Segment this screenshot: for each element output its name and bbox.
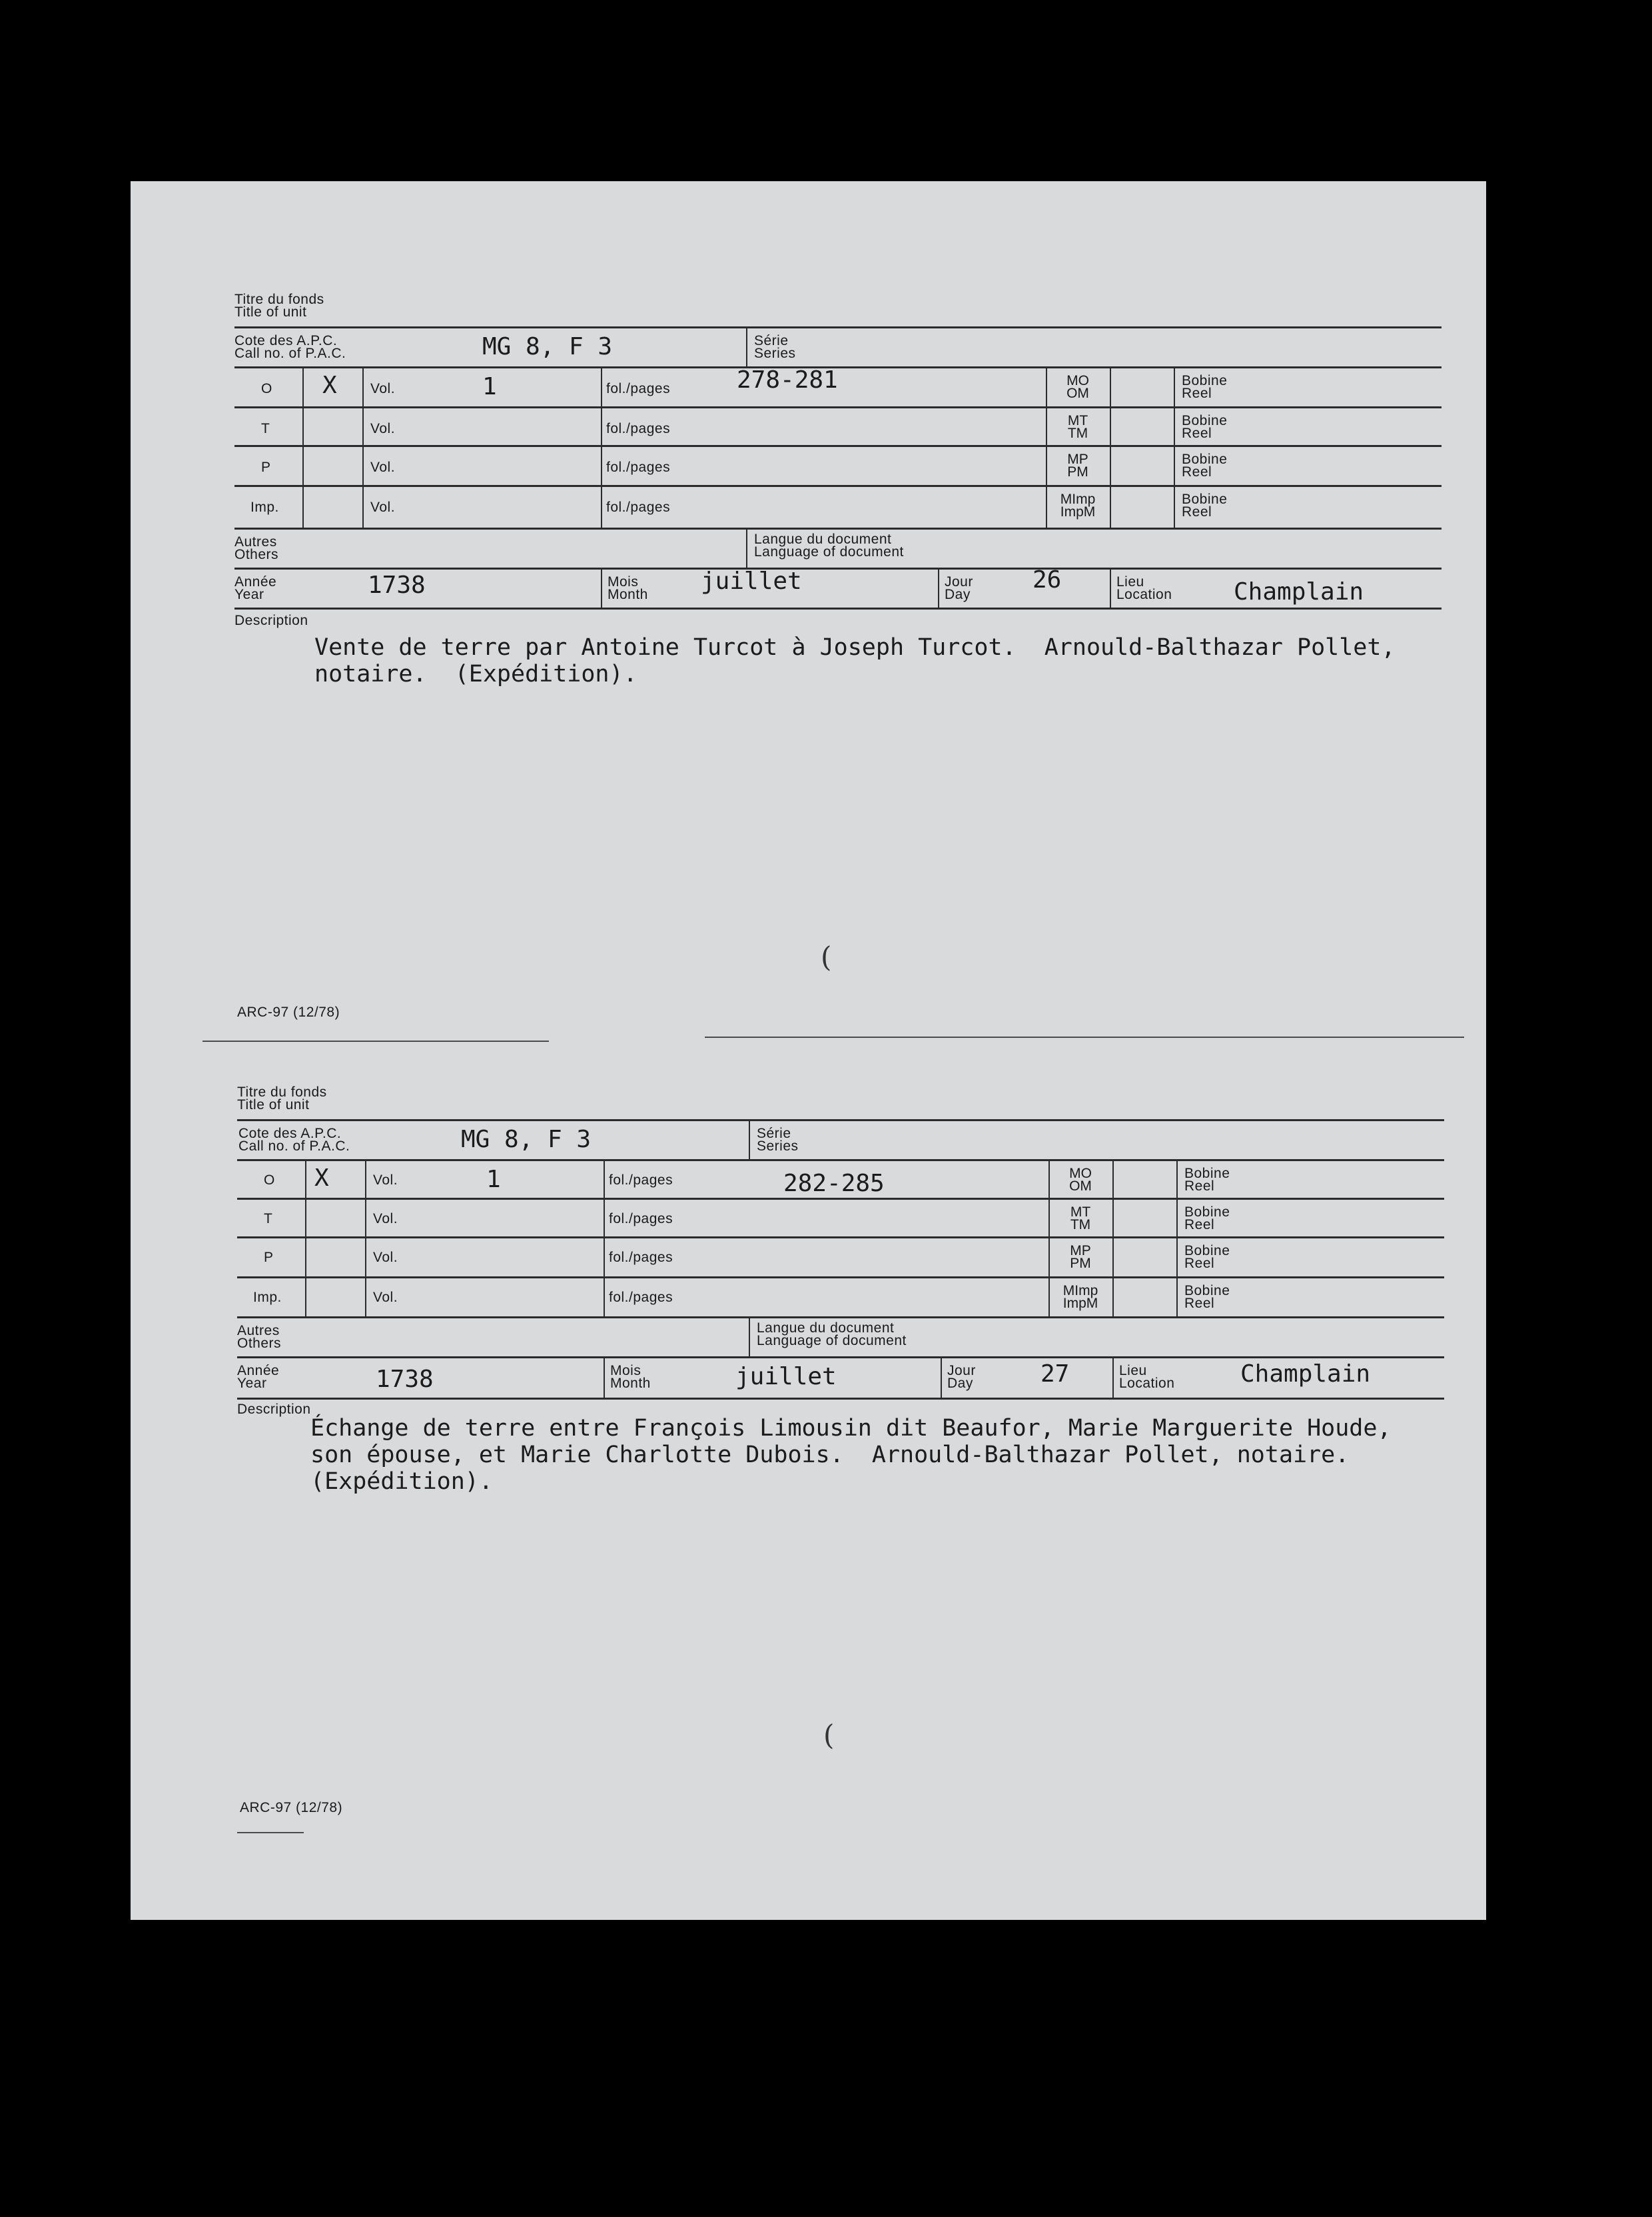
series-label: Série Series: [754, 333, 796, 361]
vol-label: Vol.: [373, 1290, 398, 1305]
record-card-1: [131, 181, 1486, 1021]
form-number: ARC-97 (12/78): [240, 1800, 343, 1815]
pages-label: fol./pages: [609, 1172, 673, 1188]
form-number: ARC-97 (12/78): [237, 1005, 340, 1020]
location-label: Lieu Location: [1116, 574, 1172, 602]
description-text: Vente de terre par Antoine Turcot à Joseph Turcot. Arnould-Balthazar Pollet, notaire. (Expédition).: [314, 634, 1396, 687]
film-code-mo: MO OM: [1069, 1166, 1092, 1194]
film-code-mp: MP PM: [1067, 452, 1088, 480]
volume-value: 1: [486, 1166, 501, 1193]
call-number-label: Cote des A.P.C. Call no. of P.A.C.: [234, 333, 346, 361]
vol-label: Vol.: [373, 1172, 398, 1188]
reel-label: Bobine Reel: [1184, 1243, 1230, 1271]
row-label-imp: Imp.: [253, 1290, 282, 1305]
month-value: juillet: [701, 568, 802, 595]
record-card-2: [131, 973, 1486, 1815]
pages-label: fol./pages: [606, 460, 671, 475]
pages-label: fol./pages: [609, 1211, 673, 1226]
row-label-o: O: [261, 381, 272, 396]
others-label: Autres Others: [234, 534, 279, 562]
call-number-value: MG 8, F 3: [482, 333, 613, 360]
row-label-t: T: [264, 1211, 273, 1226]
year-value: 1738: [368, 572, 426, 599]
vol-label: Vol.: [373, 1250, 398, 1265]
reel-label: Bobine Reel: [1182, 413, 1228, 441]
day-value: 26: [1032, 566, 1062, 594]
reel-label: Bobine Reel: [1184, 1283, 1230, 1311]
pages-value: 278-281: [737, 366, 838, 394]
day-value: 27: [1040, 1360, 1070, 1388]
location-label: Lieu Location: [1119, 1363, 1175, 1391]
vol-label: Vol.: [373, 1211, 398, 1226]
description-label: Description: [234, 613, 308, 628]
year-value: 1738: [376, 1366, 434, 1393]
volume-value: 1: [482, 373, 497, 400]
year-label: Année Year: [234, 574, 277, 602]
reel-label: Bobine Reel: [1184, 1166, 1230, 1194]
month-value: juillet: [735, 1363, 837, 1390]
original-mark: X: [322, 372, 337, 399]
row-label-o: O: [264, 1172, 275, 1188]
year-label: Année Year: [237, 1363, 280, 1391]
reel-label: Bobine Reel: [1182, 492, 1228, 520]
row-label-t: T: [261, 421, 270, 436]
row-label-p: P: [264, 1250, 274, 1265]
original-mark: X: [314, 1164, 329, 1192]
reel-label: Bobine Reel: [1184, 1204, 1230, 1232]
month-label: Mois Month: [610, 1363, 651, 1391]
description-text: Échange de terre entre François Limousin dit Beaufor, Marie Marguerite Houde, son épouse, et Marie Charlotte Dubois. Arnould-Balthazar Pollet, notaire. (Expédition).: [310, 1415, 1392, 1495]
vol-label: Vol.: [370, 421, 396, 436]
archive-sheet: [131, 181, 1486, 1920]
pages-label: fol./pages: [606, 421, 671, 436]
title-of-unit-label: Titre du fonds Title of unit: [237, 1085, 327, 1112]
description-label: Description: [237, 1402, 311, 1417]
location-value: Champlain: [1240, 1360, 1371, 1388]
reel-label: Bobine Reel: [1182, 373, 1228, 401]
pages-label: fol./pages: [606, 500, 671, 515]
paper-mark: (: [823, 1719, 835, 1751]
film-code-mt: MT TM: [1070, 1204, 1091, 1232]
vol-label: Vol.: [370, 500, 396, 515]
language-label: Langue du document Language of document: [757, 1320, 907, 1348]
language-label: Langue du document Language of document: [754, 532, 904, 560]
day-label: Jour Day: [947, 1363, 976, 1391]
film-code-mimp: MImp ImpM: [1062, 1283, 1098, 1311]
month-label: Mois Month: [608, 574, 648, 602]
day-label: Jour Day: [945, 574, 973, 602]
film-code-mo: MO OM: [1066, 373, 1089, 401]
pages-value: 282-285: [783, 1170, 885, 1197]
row-label-p: P: [261, 460, 271, 475]
film-code-mp: MP PM: [1070, 1243, 1091, 1271]
call-number-label: Cote des A.P.C. Call no. of P.A.C.: [238, 1126, 350, 1154]
pages-label: fol./pages: [609, 1250, 673, 1265]
others-label: Autres Others: [237, 1323, 282, 1351]
film-code-mimp: MImp ImpM: [1060, 492, 1096, 520]
call-number-value: MG 8, F 3: [461, 1126, 592, 1153]
vol-label: Vol.: [370, 460, 396, 475]
vol-label: Vol.: [370, 381, 396, 396]
pages-label: fol./pages: [606, 381, 671, 396]
location-value: Champlain: [1234, 578, 1364, 606]
pages-label: fol./pages: [609, 1290, 673, 1305]
row-label-imp: Imp.: [250, 500, 279, 515]
series-label: Série Series: [757, 1126, 799, 1154]
title-of-unit-label: Titre du fonds Title of unit: [234, 292, 324, 320]
reel-label: Bobine Reel: [1182, 452, 1228, 480]
paper-mark: (: [821, 941, 832, 973]
film-code-mt: MT TM: [1067, 413, 1088, 441]
